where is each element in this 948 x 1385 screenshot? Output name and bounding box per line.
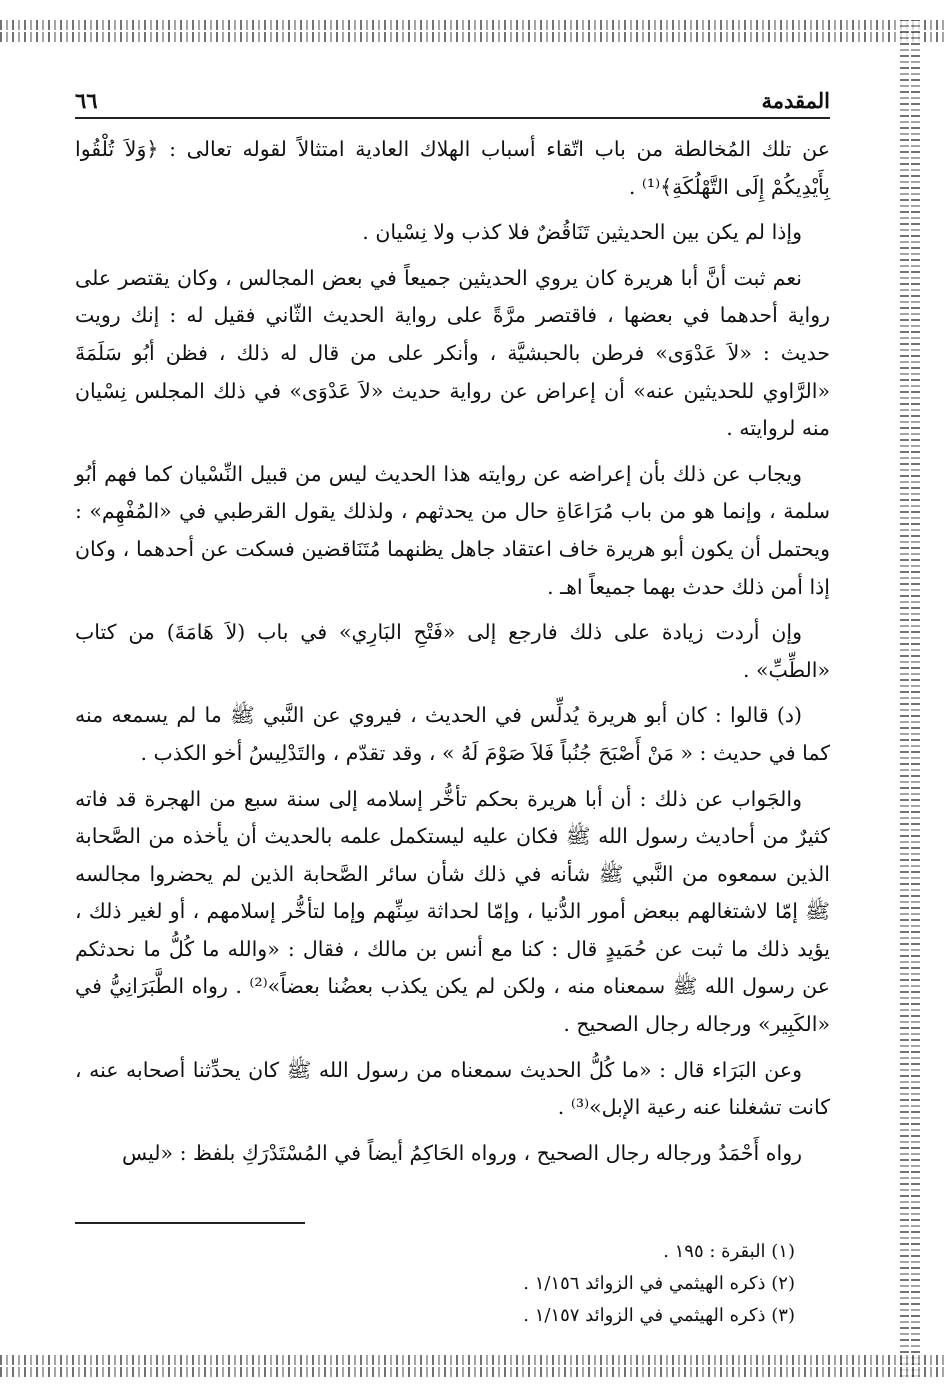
footnote-separator (75, 1222, 305, 1224)
body-text (75, 131, 830, 1172)
paragraph-6: (د) قالوا : كان أبو هريرة يُدلِّس في الحديث ، فيروي عن النَّبي ﷺ ما لم يسمعه منه كما في حديث : « مَنْ أَصْبَحَ جُنُباً فَلاَ صَوْمَ لَهُ » ، وقد تقدّم ، والتَدْلِيسُ أخو الكذب . (75, 703, 830, 765)
footnote-2: (٢) ذكره الهيثمي في الزوائد ١/١٥٦ . (523, 1273, 795, 1294)
paragraph-9: رواه أَحْمَدُ ورجاله رجال الصحيح ، ورواه الحَاكِمُ أيضاً في المُسْتَدْرَكِ بلفظ : «ليس (121, 1140, 802, 1165)
paragraph-7: والجَواب عن ذلك : أن أبا هريرة بحكم تأخُّر إسلامه إلى سنة سبع من الهجرة قد فاته كثيرٌ من أحاديث رسول الله ﷺ فكان عليه ليستكمل علمه بالحديث أن يأخذه من الصَّحابة الذين سمعوه من النَّبي ﷺ شأنه في ذلك شأن سائر الصَّحابة الذين لم يحضروا مجالسه ﷺ إمّا لاشتغالهم ببعض أمور الدُّنيا ، وإمّا لحداثة سِنِّهم وإما لتأخُّر إسلامهم ، أو لغير ذلك ، يؤيد ذلك ما ثبت عن حُمَيدٍ قال : كنا مع أنس بن مالك ، فقال : «والله ما كُلُّ ما نحدثكم عن رسول الله ﷺ سمعناه منه ، ولكن لم يكن يكذب بعضُنا بعضاً»⁽²⁾ . رواه الطَّبَرَانِيُّ في «الكَبِير» ورجاله رجال الصحيح . (75, 786, 831, 1037)
paragraph-4: ويجاب عن ذلك بأن إعراضه عن روايته هذا الحديث ليس من قبيل النِّسْيان كما فهم أبُو سلمة ، وإنما هو من باب مُرَاعَاةِ حال من يحدثهم ، ولذلك يقول القرطبي في «المُفْهِم» : ويحتمل أن يكون أبو هريرة خاف اعتقاد جاهل يظنهما مُتَنَاقضين فسكت عن أحدهما ، وكان إذا أمن ذلك حدث بهما جميعاً اهـ . (75, 461, 830, 599)
book-page (75, 88, 830, 1180)
decorative-border-top (0, 20, 948, 42)
decorative-border-right (900, 20, 920, 1377)
page-number: ٦٦ (75, 88, 98, 113)
paragraph-8: وعن البَرَاء قال : «ما كُلُّ الحديث سمعناه من رسول الله ﷺ كان يحدِّثنا أصحابه عنه ، كانت تشغلنا عنه رعية الإبل»⁽³⁾ . (75, 1057, 830, 1120)
decorative-border-bottom (0, 1355, 948, 1377)
paragraph-5: وإن أردت زيادة على ذلك فارجع إلى «فَتْحِ البَارِي» في باب (لاَ هَامَةَ) من كتاب «الطِّبِّ» . (75, 620, 830, 682)
footnote-3: (٣) ذكره الهيثمي في الزوائد ١/١٥٧ . (523, 1305, 795, 1326)
paragraph-3: نعم ثبت أنَّ أبا هريرة كان يروي الحديثين جميعاً في بعض المجالس ، وكان يقتصر على رواية أحدهما في بعضها ، فاقتصر مرَّةً على رواية الحديث الثّاني فقيل له : إنك رويت حديث : «لاَ عَدْوَى» فرطن بالحبشيَّة ، وأنكر على من قال له ذلك ، فظن أبُو سَلَمَةَ «الرَّاوي للحديثين عنه» أن إعراض عن رواية حديث «لاَ عَدْوَى» في ذلك المجلس نِسْيان منه لروايته . (75, 265, 830, 441)
footnotes (75, 1236, 795, 1332)
paragraph-2: وإذا لم يكن بين الحديثين تَنَاقُضٌ فلا كذب ولا نِسْيان . (362, 220, 802, 245)
chapter-title: المقدمة (761, 88, 830, 113)
running-header (75, 88, 830, 119)
paragraph-1: عن تلك المُخالطة من باب اتّقاء أسباب الهلاك العادية امتثالاً لقوله تعالى : ﴿وَلاَ تُلْقُوا بِأَيْدِيكُمْ إِلَى التَّهْلُكَةِ﴾⁽¹⁾ . (75, 137, 830, 199)
footnote-1: (١) البقرة : ١٩٥ . (663, 1241, 795, 1262)
